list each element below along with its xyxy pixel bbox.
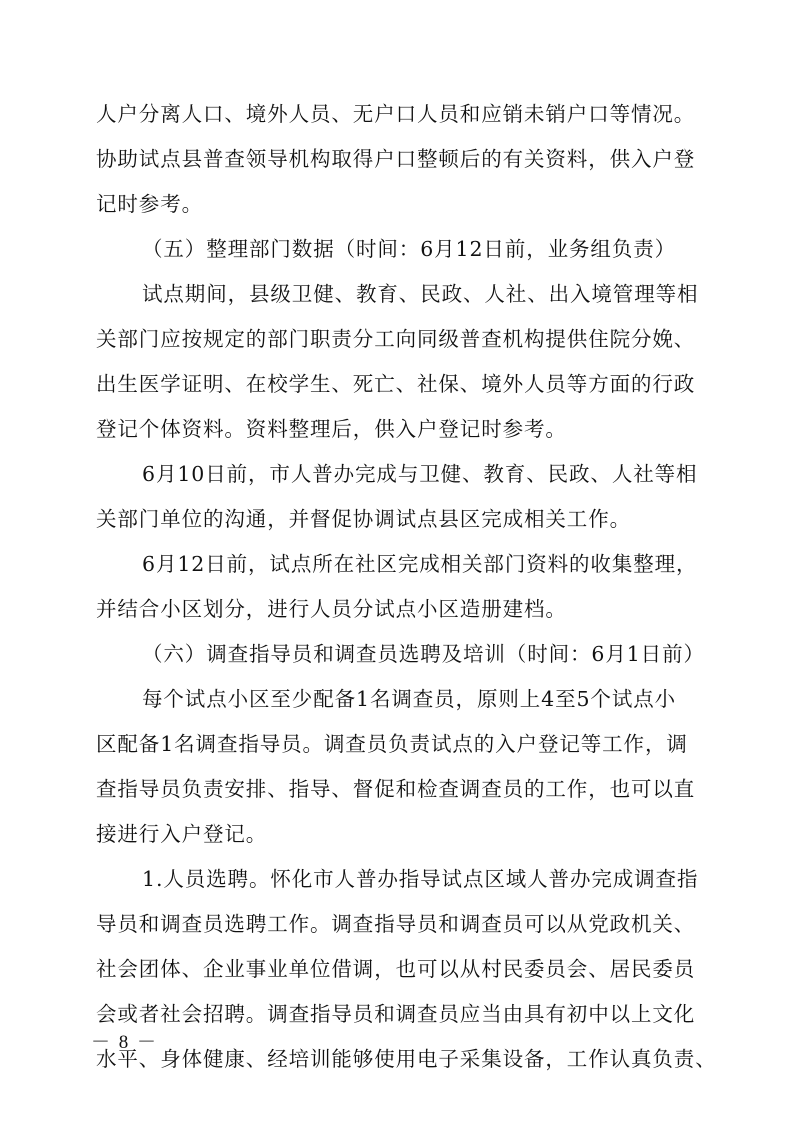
text-line: 并结合小区划分，进行人员分试点小区造册建档。 bbox=[96, 597, 567, 621]
text-line: 水平、身体健康、经培训能够使用电子采集设备，工作认真负责、 bbox=[96, 1047, 717, 1071]
text-line: 查指导员负责安排、指导、督促和检查调查员的工作，也可以直 bbox=[96, 777, 696, 801]
paragraph-start: 试点期间，县级卫健、教育、民政、人社、出入境管理等相 bbox=[142, 282, 699, 306]
text-line: 社会团体、企业事业单位借调，也可以从村民委员会、居民委员 bbox=[96, 957, 696, 981]
text-line: 人户分离人口、境外人员、无户口人员和应销未销户口等情况。 bbox=[96, 102, 696, 126]
text-line: 区配备1名调查指导员。调查员负责试点的入户登记等工作，调 bbox=[96, 732, 688, 756]
text-line: 关部门单位的沟通，并督促协调试点县区完成相关工作。 bbox=[96, 507, 631, 531]
page-number: － 8 － bbox=[91, 1032, 159, 1053]
text-line: 关部门应按规定的部门职责分工向同级普查机构提供住院分娩、 bbox=[96, 327, 696, 351]
text-line: 登记个体资料。资料整理后，供入户登记时参考。 bbox=[96, 417, 567, 441]
paragraph-start: 每个试点小区至少配备1名调查员，原则上4至5个试点小 bbox=[142, 687, 677, 711]
text-line: 导员和调查员选聘工作。调查指导员和调查员可以从党政机关、 bbox=[96, 912, 696, 936]
text-line: 记时参考。 bbox=[96, 192, 203, 216]
paragraph-start: 6月12日前，试点所在社区完成相关部门资料的收集整理， bbox=[142, 552, 698, 576]
text-line: 出生医学证明、在校学生、死亡、社保、境外人员等方面的行政 bbox=[96, 372, 696, 396]
section-heading: （六）调查指导员和调查员选聘及培训（时间：6月1日前） bbox=[142, 642, 705, 666]
document-body bbox=[96, 92, 717, 1082]
paragraph-start: 1.人员选聘。怀化市人普办指导试点区域人普办完成调查指 bbox=[142, 867, 699, 891]
text-line: 协助试点县普查领导机构取得户口整顿后的有关资料，供入户登 bbox=[96, 147, 696, 171]
section-heading: （五）整理部门数据（时间：6月12日前，业务组负责） bbox=[142, 237, 677, 261]
text-line: 接进行入户登记。 bbox=[96, 822, 268, 846]
paragraph-start: 6月10日前，市人普办完成与卫健、教育、民政、人社等相 bbox=[142, 462, 698, 486]
text-line: 会或者社会招聘。调查指导员和调查员应当由具有初中以上文化 bbox=[96, 1002, 696, 1026]
